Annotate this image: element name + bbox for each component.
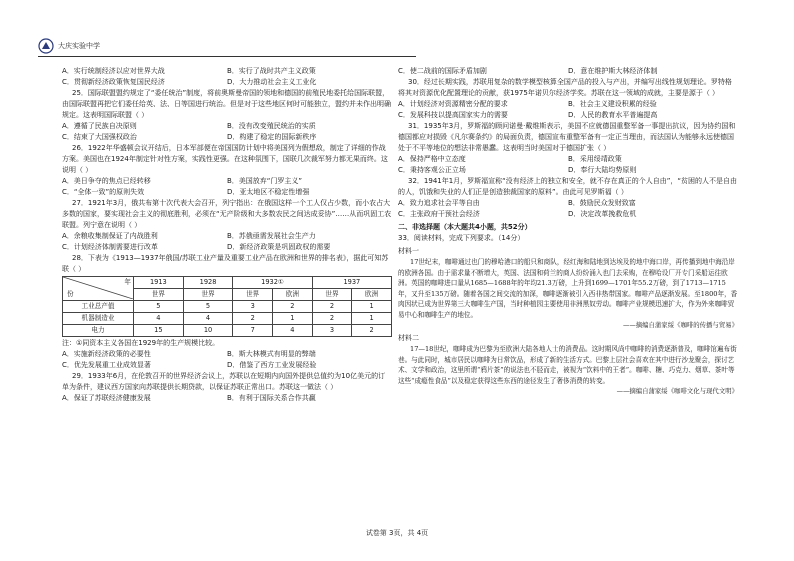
q25-options	[62, 121, 392, 132]
material-source: ——摘编自蒲家绥《咖啡的传播与贸易》	[622, 321, 738, 329]
option: A．余粮收集制保证了内战胜利	[62, 232, 158, 240]
header-divider	[38, 56, 416, 57]
q29-options	[62, 393, 392, 404]
table-cell: 2	[352, 325, 392, 337]
option: B．实行了战时共产主义政策	[227, 67, 316, 75]
corner-top-label: 年	[124, 278, 131, 286]
year-header: 1932①	[233, 277, 312, 289]
q27-options	[62, 242, 392, 253]
table-cell: 1	[273, 313, 313, 325]
table-cell: 5	[134, 301, 184, 313]
left-column	[62, 66, 392, 404]
school-logo-icon	[38, 38, 54, 54]
table-cell: 7	[233, 325, 273, 337]
option: B．美国放弃“门罗主义”	[227, 177, 303, 185]
option: C．“全体一致”的原则失效	[62, 188, 145, 196]
table-cell: 2	[312, 301, 352, 313]
option: C．结束了大国强权政治	[62, 133, 137, 141]
option: A．实行统制经济以应对世界大战	[62, 67, 165, 75]
option: D．亚太地区不稳定性增强	[227, 188, 310, 196]
option: C．秉持客观公正立场	[398, 166, 466, 174]
question-stem: 27．1921年3月，俄共布第十次代表大会召开，列宁指出：在俄国这样一个工人仅占少数，而小农占大多数的国家，要实现社会主义的彻底胜利，必须在“无产阶级和大多数农民之间达成妥协”……从而巩固工农联盟。列宁意在说明（ ）	[62, 199, 392, 229]
option: B．斯大林模式有明显的弊端	[227, 350, 316, 358]
question-stem: 28．下表为《1913—1937年俄国/苏联工业产量及重要工业产品在欧洲和世界的排名表》，据此可知苏联（ ）	[62, 254, 389, 273]
material-text: 17世纪末，咖啡通过也门的穆哈港口的船只和商队，经红海和陆地到达埃及的地中海口岸，再传播到地中海沿岸的欧洲各国。由于需求量不断增大，英国、法国和荷兰的商人纷纷涌入也门去采购，在穆哈设厂开专门采船运往欧洲。英国的咖啡进口量从1685—1688年的年均21.3万磅，上升到1699—1701年55.2万磅，到了1713—1715年，又升至135万磅。随着各国之间交流的加深，咖啡逐渐被引入西非热带国家。咖啡产品逐渐发展。至1800年，香肉因状已成为世界第三大咖啡生产国，当时种植园主要使用非洲黑奴劳动。咖啡产业规模迅速扩大，作为外来咖啡贸易中心和咖啡生产的地位。	[398, 258, 738, 319]
option: B．没有改变殖民统治的实质	[227, 122, 316, 130]
q31-options	[398, 165, 738, 176]
production-rank-table	[62, 276, 392, 337]
table-cell: 4	[183, 313, 233, 325]
table-cell: 2	[233, 313, 273, 325]
option: D．借鉴了西方工业发展经验	[227, 361, 317, 369]
q32-options	[398, 209, 738, 220]
subheader: 欧洲	[273, 289, 313, 301]
table-cell: 2	[312, 313, 352, 325]
material-label: 材料二	[398, 334, 419, 342]
option: A．计划经济对资源精密分配的要求	[398, 100, 508, 108]
q24-options	[62, 77, 392, 88]
subheader: 世界	[312, 289, 352, 301]
year-header: 1928	[183, 277, 233, 289]
option: C．发展科技以提高国家实力的需要	[398, 111, 508, 119]
corner-bottom-label: 份	[67, 290, 74, 298]
question-stem: 29．1933年6月，在伦敦召开的世界经济会议上，苏联以在短期内向国外提供总值约为10亿美元的订单为条件，建议西方国家向苏联提供长期贷款，以保证苏联正常出口。苏联这一做法（ ）	[62, 372, 386, 391]
subheader: 世界	[233, 289, 273, 301]
q29-options	[398, 66, 738, 77]
q28-options	[62, 360, 392, 371]
material-source: ——摘编自蒲家绥《咖啡文化与现代文明》	[616, 387, 738, 395]
option: D．构建了稳定的国际新秩序	[227, 133, 317, 141]
table-row	[63, 313, 392, 325]
material-text: 17—18世纪，咖啡成为巴黎为至欧洲大陆各地人士的消费品。这时期风尚中咖啡的消费逐渐普及，咖啡馆遍布街巷。与此同时，城市居民以咖啡为日常饮品，形成了新的生活方式。巴黎上层社会喜欢在其中进行沙龙聚会，探讨艺术、文学和政治，这里所谓“鸦片茶”的说法也不胫而走，被视为“饮料中的王者”。咖啡、糖、巧克力、烟草、茶叶等这些“成瘾性食品”以及稳定获得这些东西的途径发生了奢侈消费的转变。	[398, 345, 737, 385]
q28-options	[62, 349, 392, 360]
option: A．美日争夺的焦点已经转移	[62, 177, 151, 185]
subheader: 世界	[183, 289, 233, 301]
option: D．新经济政策是巩固政权的需要	[227, 243, 331, 251]
question-stem: 31．1935年3月，罗斯福的顾问诺曼·戴维斯表示，美国不应就德国重整军备一事提出抗议，因为协约国和德国都应对损毁《凡尔赛条约》的局面负责，德国宣布重整军备有一定正当理由，而法国认为能够永远使德国处于不平等地位的想法非常愚蠢。这表明当时美国对于德国扩张（ ）	[398, 122, 736, 152]
question-stem: 25．国际联盟盟约规定了“委任统治”制度，将前奥斯曼帝国的领地和德国的前殖民地委托给国际联盟，由国际联盟再把它们委任给英、法、日等国进行统治。但是对于这些地区何时可能独立，盟约并未作出明确规定。这表明国际联盟（ ）	[62, 89, 391, 119]
option: D．决定改革挽救危机	[568, 210, 637, 218]
q24-options	[62, 66, 392, 77]
table-cell: 1	[352, 313, 392, 325]
table-cell: 1	[352, 301, 392, 313]
year-header: 1913	[134, 277, 184, 289]
option: B．苏俄亟需发展社会生产力	[227, 232, 316, 240]
table-cell: 10	[183, 325, 233, 337]
option: B．有利于国际关系合作共赢	[227, 394, 316, 402]
subheader: 世界	[134, 289, 184, 301]
option: C．优先发展重工业成效显著	[62, 361, 151, 369]
option: A．保证了苏联经济健康发展	[62, 394, 151, 402]
option: D．人民的教育水平普遍提高	[568, 111, 658, 119]
option: A．遵循了民族自决原则	[62, 122, 137, 130]
question-stem: 33．阅读材料，完成下列要求。（14分）	[398, 234, 525, 242]
row-label: 电力	[63, 325, 134, 337]
table-row	[63, 301, 392, 313]
page-footer: 试卷第 3页，共 4页	[365, 529, 429, 537]
option: C．主张政府干预社会经济	[398, 210, 480, 218]
option: D．大力推动社会主义工业化	[227, 78, 317, 86]
option: D．意在维护斯大林经济体制	[568, 67, 658, 75]
question-stem: 32．1941年1月，罗斯福宣称“没有经济上的独立和安全，就不存在真正的个人自由”，“贫困的人不是自由的人，饥饿和失业的人们正是创造独裁国家的原料”。由此可见罗斯福（ ）	[398, 177, 738, 196]
q30-options	[398, 99, 738, 110]
option: C．计划经济体制需要进行改革	[62, 243, 158, 251]
question-stem: 26．1922年华盛顿会议开结后，日本军部便在帝国国防计划中将美国列为假想敌，制定了详细的作战方案。美国也在1924年制定针对性方案，实践性更强。在这种氛围下，国联几次裁军努力都无果而终。这说明（ ）	[62, 144, 388, 174]
option: A．保持严格中立态度	[398, 155, 466, 163]
option: B．社会主义建设积累的经验	[568, 100, 657, 108]
option: B．鼓励民众发财致富	[568, 199, 636, 207]
q31-options	[398, 154, 738, 165]
table-cell: 3	[312, 325, 352, 337]
option: B．采用绥靖政策	[568, 155, 622, 163]
section-heading: 二、非选择题（本大题共4小题，共52分）	[398, 223, 532, 231]
option: A．致力追求社会平等自由	[398, 199, 480, 207]
right-column	[398, 66, 738, 397]
q27-options	[62, 231, 392, 242]
table-cell: 4	[134, 313, 184, 325]
material-label: 材料一	[398, 247, 419, 255]
option: C．使二战前的国际矛盾加剧	[398, 67, 487, 75]
q26-options	[62, 176, 392, 187]
school-name: 大庆实验中学	[58, 42, 100, 50]
row-label: 机器制造业	[63, 313, 134, 325]
table-corner-cell	[63, 277, 134, 301]
option: C．贯彻新经济政策恢复国民经济	[62, 78, 165, 86]
table-cell: 3	[233, 301, 273, 313]
table-row	[63, 325, 392, 337]
q25-options	[62, 132, 392, 143]
page-header	[38, 38, 418, 56]
table-cell: 4	[273, 325, 313, 337]
table-note: 注：①同资本主义各国在1929年的生产规模比较。	[62, 339, 220, 347]
q32-options	[398, 198, 738, 209]
question-stem: 30．经过长期实践，苏联用复杂的数学模型核算全国产品的投入与产出，并编写出线性规划理论。罗特格将其对资源优化配置理论的贡献，获1975年诺贝尔经济学奖。苏联在这一领域的成就，主要是源于（ ）	[398, 78, 732, 97]
row-label: 工业总产值	[63, 301, 134, 313]
table-cell: 2	[273, 301, 313, 313]
table-cell: 5	[183, 301, 233, 313]
option: A．实施新经济政策的必要性	[62, 350, 151, 358]
table-cell: 15	[134, 325, 184, 337]
option: D．奉行大陆均势原则	[568, 166, 637, 174]
q26-options	[62, 187, 392, 198]
year-header: 1937	[312, 277, 391, 289]
q30-options	[398, 110, 738, 121]
subheader: 欧洲	[352, 289, 392, 301]
